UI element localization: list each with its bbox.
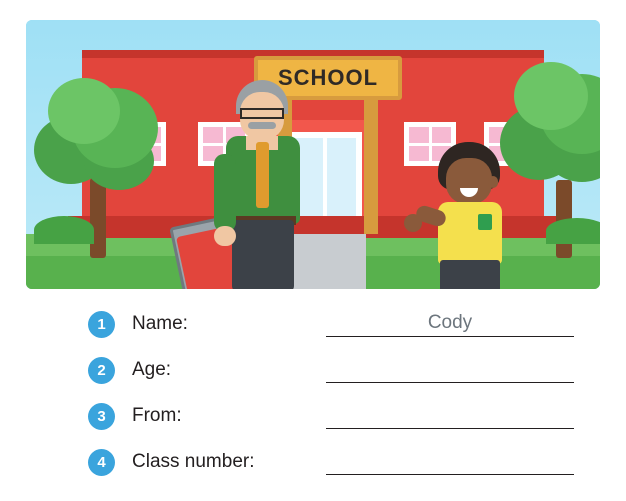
answer-field-from[interactable] bbox=[326, 401, 574, 431]
student-head bbox=[446, 158, 492, 204]
question-label-from: From: bbox=[132, 405, 182, 426]
student-shorts bbox=[440, 260, 500, 289]
student-shirt-pocket bbox=[478, 214, 492, 230]
bush bbox=[34, 216, 94, 244]
answer-line bbox=[326, 336, 574, 337]
question-label-age: Age: bbox=[132, 359, 172, 380]
student-ear bbox=[488, 176, 498, 188]
worksheet-row-4 bbox=[88, 443, 588, 481]
teacher-tie bbox=[256, 142, 269, 208]
worksheet-row-1 bbox=[88, 305, 588, 343]
worksheet-row-2 bbox=[88, 351, 588, 389]
school-scene-illustration bbox=[26, 20, 600, 289]
teacher-character bbox=[212, 80, 320, 289]
question-label-class-number: Class number: bbox=[132, 451, 255, 472]
tree-foliage bbox=[514, 62, 588, 130]
tree-foliage bbox=[48, 78, 120, 144]
worksheet-form bbox=[0, 296, 626, 501]
question-number-badge: 1 bbox=[88, 311, 115, 338]
question-label-name: Name: bbox=[132, 313, 188, 334]
answer-field-class-number[interactable] bbox=[326, 447, 574, 477]
answer-field-name[interactable] bbox=[326, 309, 574, 339]
answer-field-age[interactable] bbox=[326, 355, 574, 385]
student-hand bbox=[404, 214, 422, 232]
teacher-arm bbox=[214, 154, 236, 232]
teacher-moustache bbox=[248, 122, 276, 129]
answer-line bbox=[326, 382, 574, 383]
answer-line bbox=[326, 474, 574, 475]
question-number-badge: 3 bbox=[88, 403, 115, 430]
school-sign-text: SCHOOL bbox=[277, 65, 379, 90]
teacher-trousers bbox=[232, 220, 294, 289]
answer-text: Cody bbox=[427, 312, 473, 333]
answer-line bbox=[326, 428, 574, 429]
student-shirt bbox=[438, 202, 502, 264]
glasses-icon bbox=[240, 108, 284, 119]
bush bbox=[546, 218, 600, 244]
question-number-badge: 4 bbox=[88, 449, 115, 476]
sign-post-right bbox=[364, 98, 378, 234]
worksheet-row-3 bbox=[88, 397, 588, 435]
tree-trunk bbox=[90, 178, 106, 258]
question-number-badge: 2 bbox=[88, 357, 115, 384]
teacher-hand bbox=[214, 226, 236, 246]
student-character bbox=[422, 142, 518, 289]
